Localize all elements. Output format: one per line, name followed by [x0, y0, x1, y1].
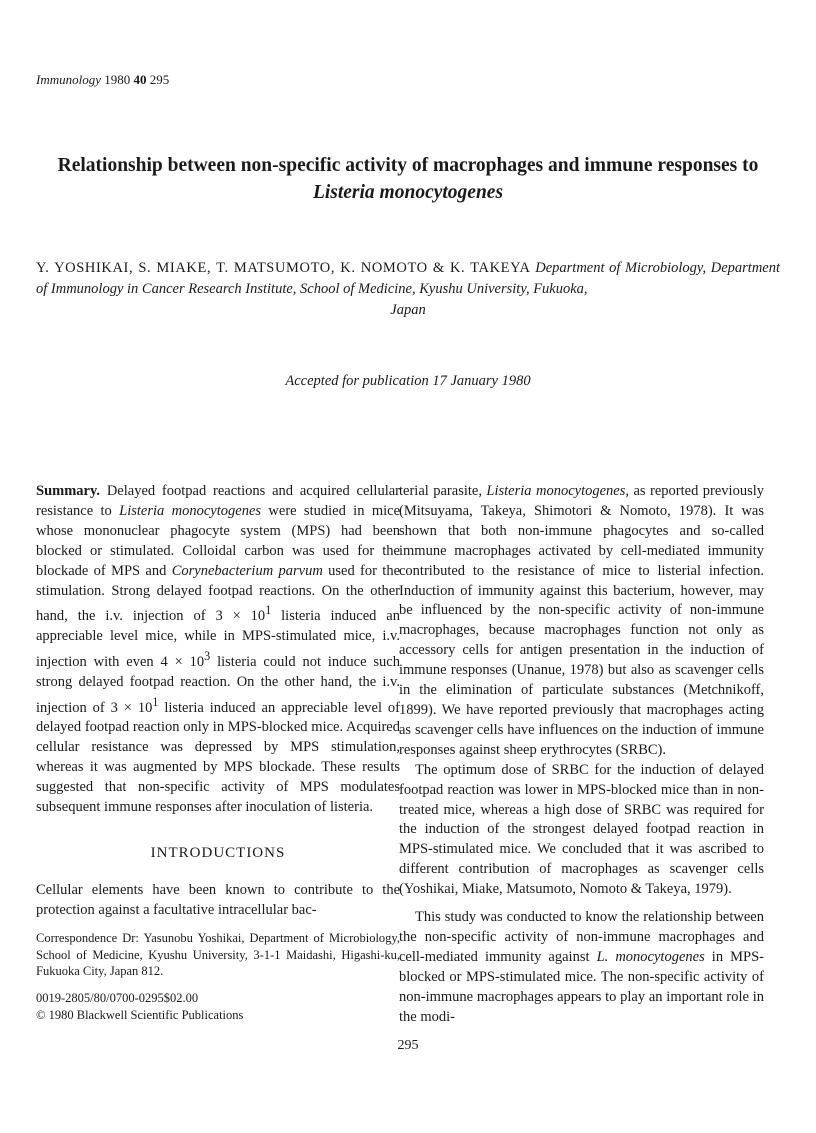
- author-names: Y. YOSHIKAI, S. MIAKE, T. MATSUMOTO, K. NOMOTO & K. TAKEYA: [36, 260, 531, 276]
- summary-paragraph: [36, 482, 400, 818]
- summary-text-4: listeria induced an appreciable level mice, while in MPS-stimulated mice, i.v. injection with even 4 × 10: [36, 608, 400, 670]
- title-line-2: Listeria monocytogenes: [312, 182, 504, 203]
- summary-text-3: used for the stimulation. Strong delayed footpad reactions. On the other hand, the i.v. injection of 3 × 10: [36, 562, 401, 625]
- introduction-paragraph: [36, 881, 400, 921]
- journal-name: Immunology: [36, 72, 101, 87]
- summary-sup-3: 1: [152, 694, 159, 709]
- summary-text-1: Delayed footpad reactions and acquired cellular resistance to: [36, 483, 400, 519]
- right-paragraph-3: [399, 908, 764, 1027]
- right-column: [399, 482, 764, 1027]
- affiliation-country: Japan: [390, 302, 426, 318]
- summary-label: Summary.: [36, 483, 101, 499]
- right-p3-italic: L. monocytogenes: [596, 948, 705, 965]
- introduction-heading: INTRODUCTIONS: [150, 845, 286, 861]
- right-p3-text-2: in MPS-blocked or MPS-stimulated mice. The non-specific activity of non-immune macrophages appears to play an important role in the modi-: [399, 948, 764, 1025]
- summary-text-6: listeria induced an appreciable level of delayed footpad reaction only in MPS-blocked mice. Acquired cellular resistance was depressed by MPS stimulation, whereas it was augmented by MPS blockade. These results suggested that non-specific activity of MPS modulates subsequent immune responses after inoculation of listeria.: [36, 699, 400, 816]
- journal-citation: [36, 72, 169, 88]
- right-p1-italic: Listeria monocytogenes: [486, 483, 626, 499]
- issn-code: 0019-2805/80/0700-0295$02.00: [36, 991, 199, 1005]
- journal-volume: 40: [133, 72, 147, 87]
- summary-text-5: listeria could not induce such strong delayed footpad reaction. On the other hand, the i.v. injection of 3 × 10: [36, 653, 400, 716]
- correspondence-note: Correspondence Dr: Yasunobu Yoshikai, Department of Microbiology, School of Medicine, Kyushu University, 3-1-1 Maidashi, Higashi-ku, Fukuoka City, Japan 812.: [36, 931, 400, 978]
- summary-italic-2: Corynebacterium parvum: [171, 562, 323, 579]
- author-block: [36, 258, 780, 321]
- page-number: 295: [397, 1038, 419, 1053]
- copyright-notice: © 1980 Blackwell Scientific Publications: [36, 1007, 244, 1022]
- right-p1-text-1: terial parasite,: [399, 483, 487, 499]
- paper-title: [36, 152, 780, 206]
- journal-page: 295: [149, 72, 170, 87]
- summary-sup-2: 3: [204, 649, 211, 664]
- right-paragraph-2: The optimum dose of SRBC for the induction of delayed footpad reaction was lower in MPS-blocked mice than in non-treated mice, whereas a high dose of SRBC was required for the induction of the strongest delayed footpad reaction in MPS-stimulated mice. We concluded that it was ascribed to different contribution of macrophages as scavenger cells (Yoshikai, Miake, Matsumoto, Nomoto & Takeya, 1979).: [399, 761, 764, 898]
- title-line-1: Relationship between non-specific activity of macrophages and immune responses to: [57, 155, 759, 176]
- right-p1-text-2: , as reported previously (Mitsuyama, Takeya, Shimotori & Nomoto, 1978). It was shown that both non-immune phagocytes and so-called immune macrophages activated by cell-mediated immunity contributed to the resistance of mice to listerial infection. Induction of immunity against this bacterium, however, may be influenced by the non-specific activity of non-immune macrophages, because macrophages function not only as accessory cells for antigen presentation in the induction of immune responses (Unanue, 1978) but also as scavenger cells in the elimination of particulate substances (Metchnikoff, 1899). We have reported previously that macrophages acting as scavenger cells have influences on the induction of immune responses against sheep erythrocytes (SRBC).: [399, 483, 764, 758]
- journal-year: 1980: [104, 72, 131, 87]
- right-paragraph-1: [399, 482, 764, 761]
- publication-codes: [36, 990, 400, 1023]
- introduction-text: Cellular elements have been known to contribute to the protection against a facultative intracellular bac-: [36, 882, 400, 918]
- summary-italic-1: Listeria monocytogenes: [119, 502, 262, 519]
- affiliation: Department of Microbiology, Department of Immunology in Cancer Research Institute, School of Medicine, Kyushu University, Fukuoka,: [36, 260, 781, 297]
- right-p3-text-1: This study was conducted to know the relationship between the non-specific activity of non-immune macrophages and cell-mediated immunity against: [399, 909, 764, 965]
- summary-sup-1: 1: [265, 603, 272, 618]
- accepted-date: Accepted for publication 17 January 1980: [285, 373, 531, 389]
- summary-text-2: were studied in mice whose mononuclear phagocyte system (MPS) had been blocked or stimulated. Colloidal carbon was used for the blockade of MPS and: [36, 502, 400, 579]
